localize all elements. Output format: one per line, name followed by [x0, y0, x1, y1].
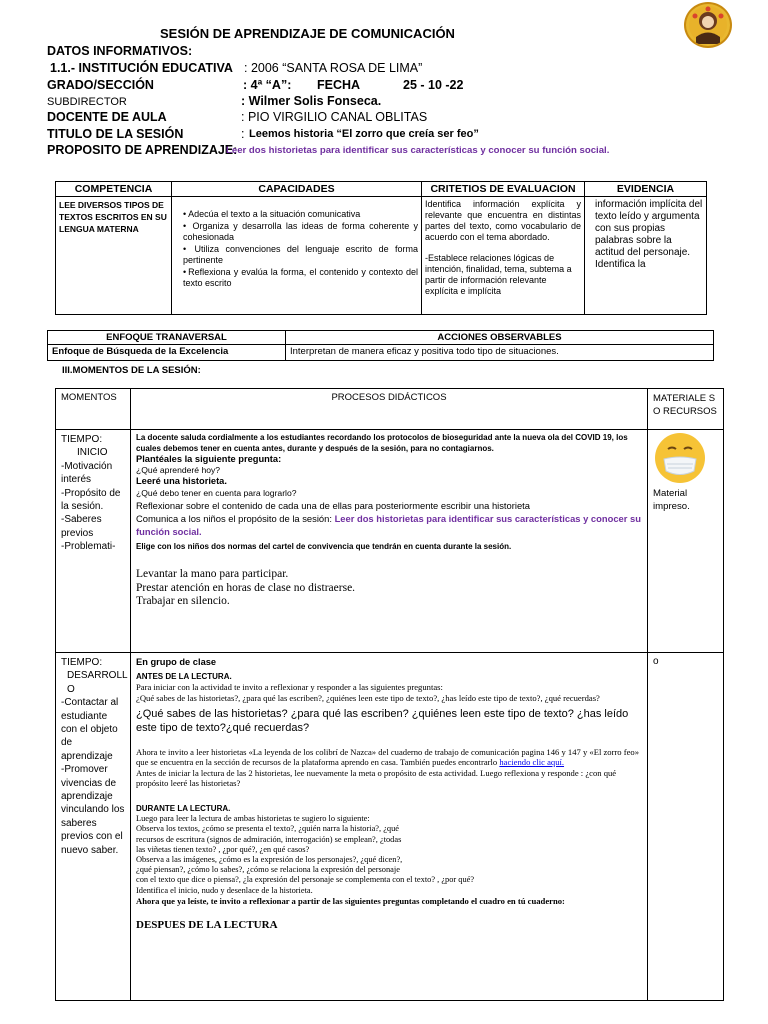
desarrollo-heading: ANTES DE LA LECTURA.: [136, 672, 232, 682]
criterio-item: Identifica información explícita y relevante que encuentra en distintas partes del texto, como vocabulario de acuerdo con el tema abordado.: [425, 199, 581, 242]
left-item: TIEMPO:: [61, 434, 103, 445]
desarrollo-left-cell: [56, 653, 131, 1001]
desarrollo-paragraph: Ahora que ya leíste, te invito a reflexionar a partir de las siguientes preguntas completando el cuadro en tú cuaderno:: [136, 895, 565, 906]
inicio-paragraph: La docente saluda cordialmente a los estudiantes recordando los protocolos de bioseguridad ante la nueva ola del COVID 19, los cuales debemos tener en cuenta antes, durante y después de la sesión, para no contagiarnos.: [136, 433, 628, 453]
desarrollo-paragraph: Antes de iniciar la lectura de las 2 historietas, lee nuevamente la meta o propósito de esta actividad. Luego reflexiona y responde : ¿con qué propósito leeré las historietas?: [136, 767, 617, 789]
header-momentos: MOMENTOS: [56, 389, 131, 430]
info-row-titulo: [47, 127, 479, 141]
face-mask-emoji-icon: [655, 433, 705, 483]
info-label: GRADO/SECCIÓN: [47, 78, 154, 92]
fecha-label: FECHA: [317, 78, 361, 92]
enfoque-cell: Enfoque de Búsqueda de la Excelencia: [48, 345, 286, 361]
list-item: Levantar la mano para participar.: [136, 568, 289, 581]
enfoque-table: [47, 330, 714, 361]
header-competencia: COMPETENCIA: [56, 182, 172, 197]
desarrollo-paragraph: ¿Qué sabes de las historietas?, ¿para qué las escriben?, ¿quiénes leen este tipo de texto?, ¿has leído este tipo de texto?, ¿qué recuerdas?: [136, 693, 600, 703]
left-item: DESARROLL O: [67, 670, 128, 695]
seal-icon: [686, 4, 730, 46]
inicio-left-cell: [56, 430, 131, 653]
inicio-question: ¿Qué debo tener en cuenta para lograrlo?: [136, 487, 297, 498]
desarrollo-heading: En grupo de clase: [136, 657, 217, 667]
table-row: [56, 197, 707, 315]
info-value: : Wilmer Solis Fonseca.: [241, 94, 382, 108]
norms-list: [136, 568, 642, 609]
list-item: Trabajar en silencio.: [136, 595, 230, 608]
page-title: SESIÓN DE APRENDIZAJE DE COMUNICACIÓN: [160, 26, 455, 41]
info-row-institucion: [50, 61, 423, 75]
inicio-paragraph: Plantéales la siguiente pregunta:: [136, 454, 282, 464]
info-row-proposito: [47, 143, 610, 157]
fecha-value: 25 - 10 -22: [403, 78, 464, 92]
left-item: -Promover vivencias de aprendizaje vinculando los saberes previos con el nuevo saber.: [61, 764, 125, 856]
inicio-procesos-cell: [131, 430, 648, 653]
info-row-subdirector: [47, 94, 382, 108]
info-label: DOCENTE DE AULA: [47, 110, 167, 124]
info-value: : PIO VIRGILIO CANAL OBLITAS: [241, 110, 428, 124]
list-item: Prestar atención en horas de clase no distraerse.: [136, 581, 356, 594]
momentos-table: [55, 388, 724, 1001]
info-value: Leemos historia “El zorro que creía ser feo”: [249, 128, 479, 140]
criterio-item: -Establece relaciones lógicas de intención, finalidad, tema, subtema a partir de información relevante explícita e implícita: [425, 253, 572, 296]
left-item: TIEMPO:: [61, 657, 103, 668]
proposito-text: Leer dos historietas para identificar sus características y conocer su función social.: [136, 512, 641, 537]
inicio-answer: Reflexionar sobre el contenido de cada una de ellas para posteriormente escribir una historieta: [136, 499, 530, 511]
material-text: Material impreso.: [653, 488, 690, 512]
acciones-cell: Interpretan de manera eficaz y positiva todo tipo de situaciones.: [286, 345, 714, 361]
info-label: SUBDIRECTOR: [47, 96, 127, 108]
desarrollo-heading: DURANTE LA LECTURA.: [136, 803, 231, 813]
table-header-row: [56, 389, 724, 430]
left-item: -Propósito de la sesión.: [61, 487, 121, 513]
info-value: Leer dos historietas para identificar sus características y conocer su función social.: [226, 145, 610, 156]
inicio-paragraph: Elige con los niños dos normas del cartel de convivencia que tendrán en cuenta durante la sesión.: [136, 541, 512, 551]
school-logo: [684, 2, 732, 48]
left-item: -Motivación interés: [61, 460, 113, 486]
header-procesos: PROCESOS DIDÁCTICOS: [131, 389, 648, 430]
desarrollo-procesos-cell: [131, 653, 648, 1001]
left-item: -Saberes previos: [61, 514, 102, 539]
header-enfoque: ENFOQUE TRANAVERSAL: [48, 331, 286, 345]
table-header-row: [56, 182, 707, 197]
table-header-row: [48, 331, 714, 345]
recurso-link[interactable]: haciendo clic aquí.: [499, 757, 565, 768]
left-item: INICIO: [77, 447, 108, 459]
desarrollo-paragraph: [136, 747, 642, 768]
proposito-intro: Comunica a los niños el propósito de la sesión:: [136, 512, 335, 524]
table-row: [48, 345, 714, 361]
desarrollo-paragraph: Para iniciar con la actividad te invito a reflexionar y responder a las siguientes preguntas:: [136, 682, 443, 693]
table-row: [56, 653, 724, 1001]
list-item: • Reflexiona y evalúa la forma, el contenido y contexto del texto escrito: [183, 267, 418, 290]
info-label: TITULO DE LA SESIÓN: [47, 127, 184, 141]
evidencia-cell: información implícita del texto leído y argumenta con sus propias palabras sobre la actitud del personaje. Identifica la: [585, 197, 707, 315]
info-value: : 2006 “SANTA ROSA DE LIMA”: [244, 61, 423, 75]
desarrollo-question: ¿Qué sabes de las historietas? ¿para qué las escriben? ¿quiénes leen este tipo de texto? ¿has leído este tipo de texto?¿qué recuerdas?: [136, 707, 629, 734]
momentos-heading: III.MOMENTOS DE LA SESIÓN:: [62, 365, 201, 376]
list-item: • Adecúa el texto a la situación comunicativa: [183, 209, 418, 221]
header-capacidades: CAPACIDADES: [172, 182, 422, 197]
left-item: -Contactar al estudiante con el objeto de aprendizaje: [61, 697, 119, 762]
left-item: -Problemati-: [61, 541, 116, 553]
info-label: PROPOSITO DE APRENDIZAJE:: [47, 143, 238, 157]
competencia-cell: LEE DIVERSOS TIPOS DE TEXTOS ESCRITOS EN SU LENGUA MATERNA: [56, 197, 172, 315]
info-label: 1.1.- INSTITUCIÓN EDUCATIVA: [50, 61, 233, 75]
criterios-cell: [422, 197, 585, 315]
header-criterios: CRITETIOS DE EVALUACION: [422, 182, 585, 197]
list-item: • Utiliza convenciones del lenguaje escrito de forma pertinente: [183, 244, 418, 267]
info-row-docente: [47, 110, 428, 124]
datos-heading: DATOS INFORMATIVOS:: [47, 44, 193, 58]
desarrollo-text: Ahora te invito a leer historietas «La leyenda de los colibrí de Nazca» del cuaderno de trabajo de comunicación pagina 146 y 147 y «El zorro feo» que se encuentra en la sección de recursos de la plataforma aprendo en casa. También puedes encontrarlo: [136, 746, 640, 768]
header-acciones: ACCIONES OBSERVABLES: [286, 331, 714, 345]
inicio-proposito: [136, 512, 642, 538]
header-evidencia: EVIDENCIA: [585, 182, 707, 197]
info-colon: :: [241, 127, 245, 141]
desarrollo-heading: DESPUES DE LA LECTURA: [136, 919, 278, 932]
desarrollo-paragraph: Luego para leer la lectura de ambas historietas te sugiero lo siguiente: Observa los textos, ¿cómo se presenta el texto?, ¿quién narra la historia?, ¿qué recursos de escritura (signos de admiración, interrogación) se emplean?, ¿todas las viñetas tienen texto? , ¿por qué?, ¿en qué casos? Observa a las imágenes, ¿cómo es la expresión de los personajes?, ¿qué dicen?, ¿qué piensan?, ¿cómo lo sabes?, ¿cómo se relaciona la expresión del personaje con el texto que dice o piensa?, ¿la expresión del personaje se complementa con el texto? , ¿por qué? Identifica el inicio, nudo y desenlace de la historieta.: [136, 814, 475, 895]
header-materiales: MATERIALE S O RECURSOS: [648, 389, 724, 430]
list-item: • Organiza y desarrolla las ideas de forma coherente y cohesionada: [183, 221, 418, 244]
info-value: : 4ª “A”:: [243, 78, 292, 92]
info-row-grado: [47, 78, 464, 92]
capacidades-cell: [172, 197, 422, 315]
table-row: [56, 430, 724, 653]
inicio-answer: Leeré una historieta.: [136, 476, 227, 487]
inicio-question: ¿Qué aprenderé hoy?: [136, 465, 221, 476]
competencia-table: [55, 181, 707, 315]
desarrollo-material-cell: o: [648, 653, 724, 1001]
inicio-material-cell: [648, 430, 724, 653]
